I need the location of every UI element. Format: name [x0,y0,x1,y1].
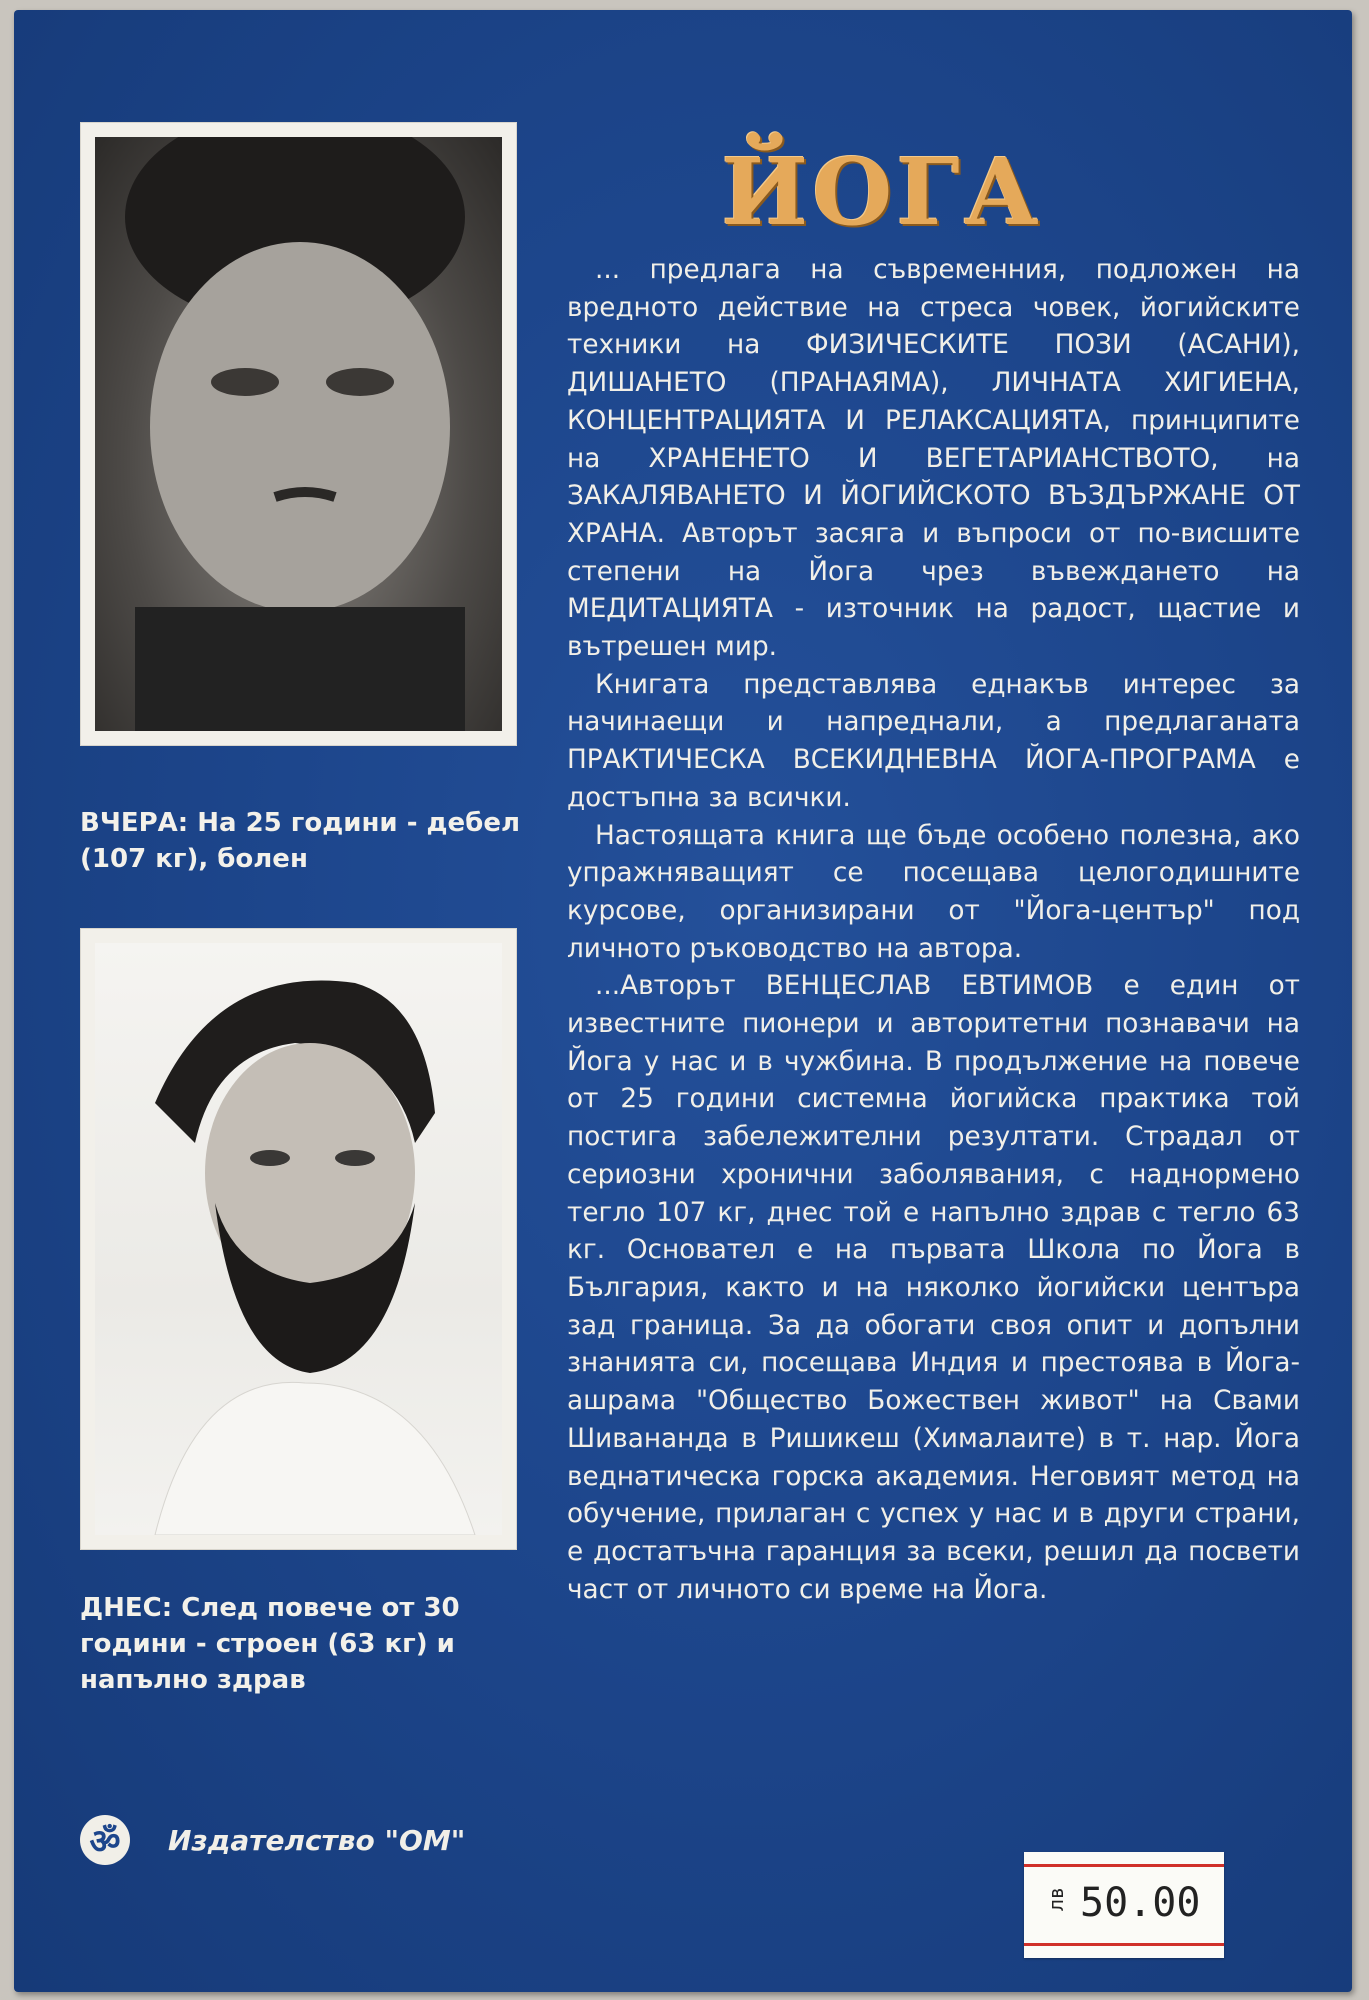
photo-before [80,122,517,746]
publisher [80,1810,465,1870]
portrait-before-image [95,137,502,731]
sticker-bottom-line [1024,1943,1224,1946]
photo-after [80,928,517,1550]
price-value: 50.00 [1080,1880,1201,1926]
caption-before: ВЧЕРА: На 25 години - дебел (107 кг), болен [80,808,521,874]
sticker-top-line [1024,1864,1224,1867]
price-sticker [1024,1852,1224,1958]
paragraph-1: ... предлага на съвременния, подложен на вредното действие на стреса човек, йогийските техники на ФИЗИЧЕСКИТЕ ПОЗИ (АСАНИ), ДИШАНЕТО (ПРАНАЯМА), ЛИЧНАТА ХИГИЕНА, КОНЦЕНТРАЦИЯТА И РЕЛАКСАЦИЯТА, принципите на ХРАНЕНЕТО И ВЕГЕТАРИАНСТВОТО, на ЗАКАЛЯВАНЕТО И ЙОГИЙСКОТО ВЪЗДЪРЖАНЕ ОТ ХРАНА. Авторът засяга и въпроси от по-висшите степени на Йога чрез въвеждането на МЕДИТАЦИЯТА - източник на радост, щастие и вътрешен мир. [567,255,1300,663]
paragraph-4: ...Авторът ВЕНЦЕСЛАВ ЕВТИМОВ е един от известните пионери и авторитетни познавачи на Йога у нас и в чужбина. В продължение на повече от 25 години системна йогийска практика той постига забележителни резултати. Страдал от сериозни хронични заболявания, с наднормено тегло 107 кг, днес той е напълно здрав с тегло 63 кг. Основател е на първата Школа по Йога в България, както и на няколко йогийски центъра зад граница. За да обогати своя опит и допълни знанията си, посещава Индия и престоява в Йога-ашрама "Общество Божествен живот" на Свами Шивананда в Ришикеш (Хималаите) в т. нар. Йога веднатическа горска академия. Неговият метод на обучение, прилаган с успех у нас и в други страни, е достатъчна гаранция за всеки, решил да посвети част от личното си време на Йога. [567,971,1300,1605]
portrait-before-sketch [95,137,502,731]
portrait-after-image [95,943,502,1535]
price-currency: лв [1044,1886,1069,1912]
book-title: ЙОГА [721,138,1043,246]
description-text [567,252,1300,1609]
caption-after: ДНЕС: След повече от 30 години - строен (63 кг) и напълно здрав [80,1593,460,1695]
paragraph-3: Настоящата книга ще бъде особено полезна, ако упражняващият се посещава целогодишните курсове, организирани от "Йога-център" под личното ръководство на автора. [567,820,1300,964]
paragraph-2: Книгата представлява еднакъв интерес за начинаещи и напреднали, а предлаганата ПРАКТИЧЕСКА ВСЕКИДНЕВНА ЙОГА-ПРОГРАМА е достъпна за всички. [567,669,1300,813]
book-back-cover [14,10,1352,1992]
publisher-name: Издателство "ОМ" [168,1823,466,1857]
portrait-after-sketch [95,943,502,1535]
om-logo-icon: ॐ [80,1815,130,1865]
